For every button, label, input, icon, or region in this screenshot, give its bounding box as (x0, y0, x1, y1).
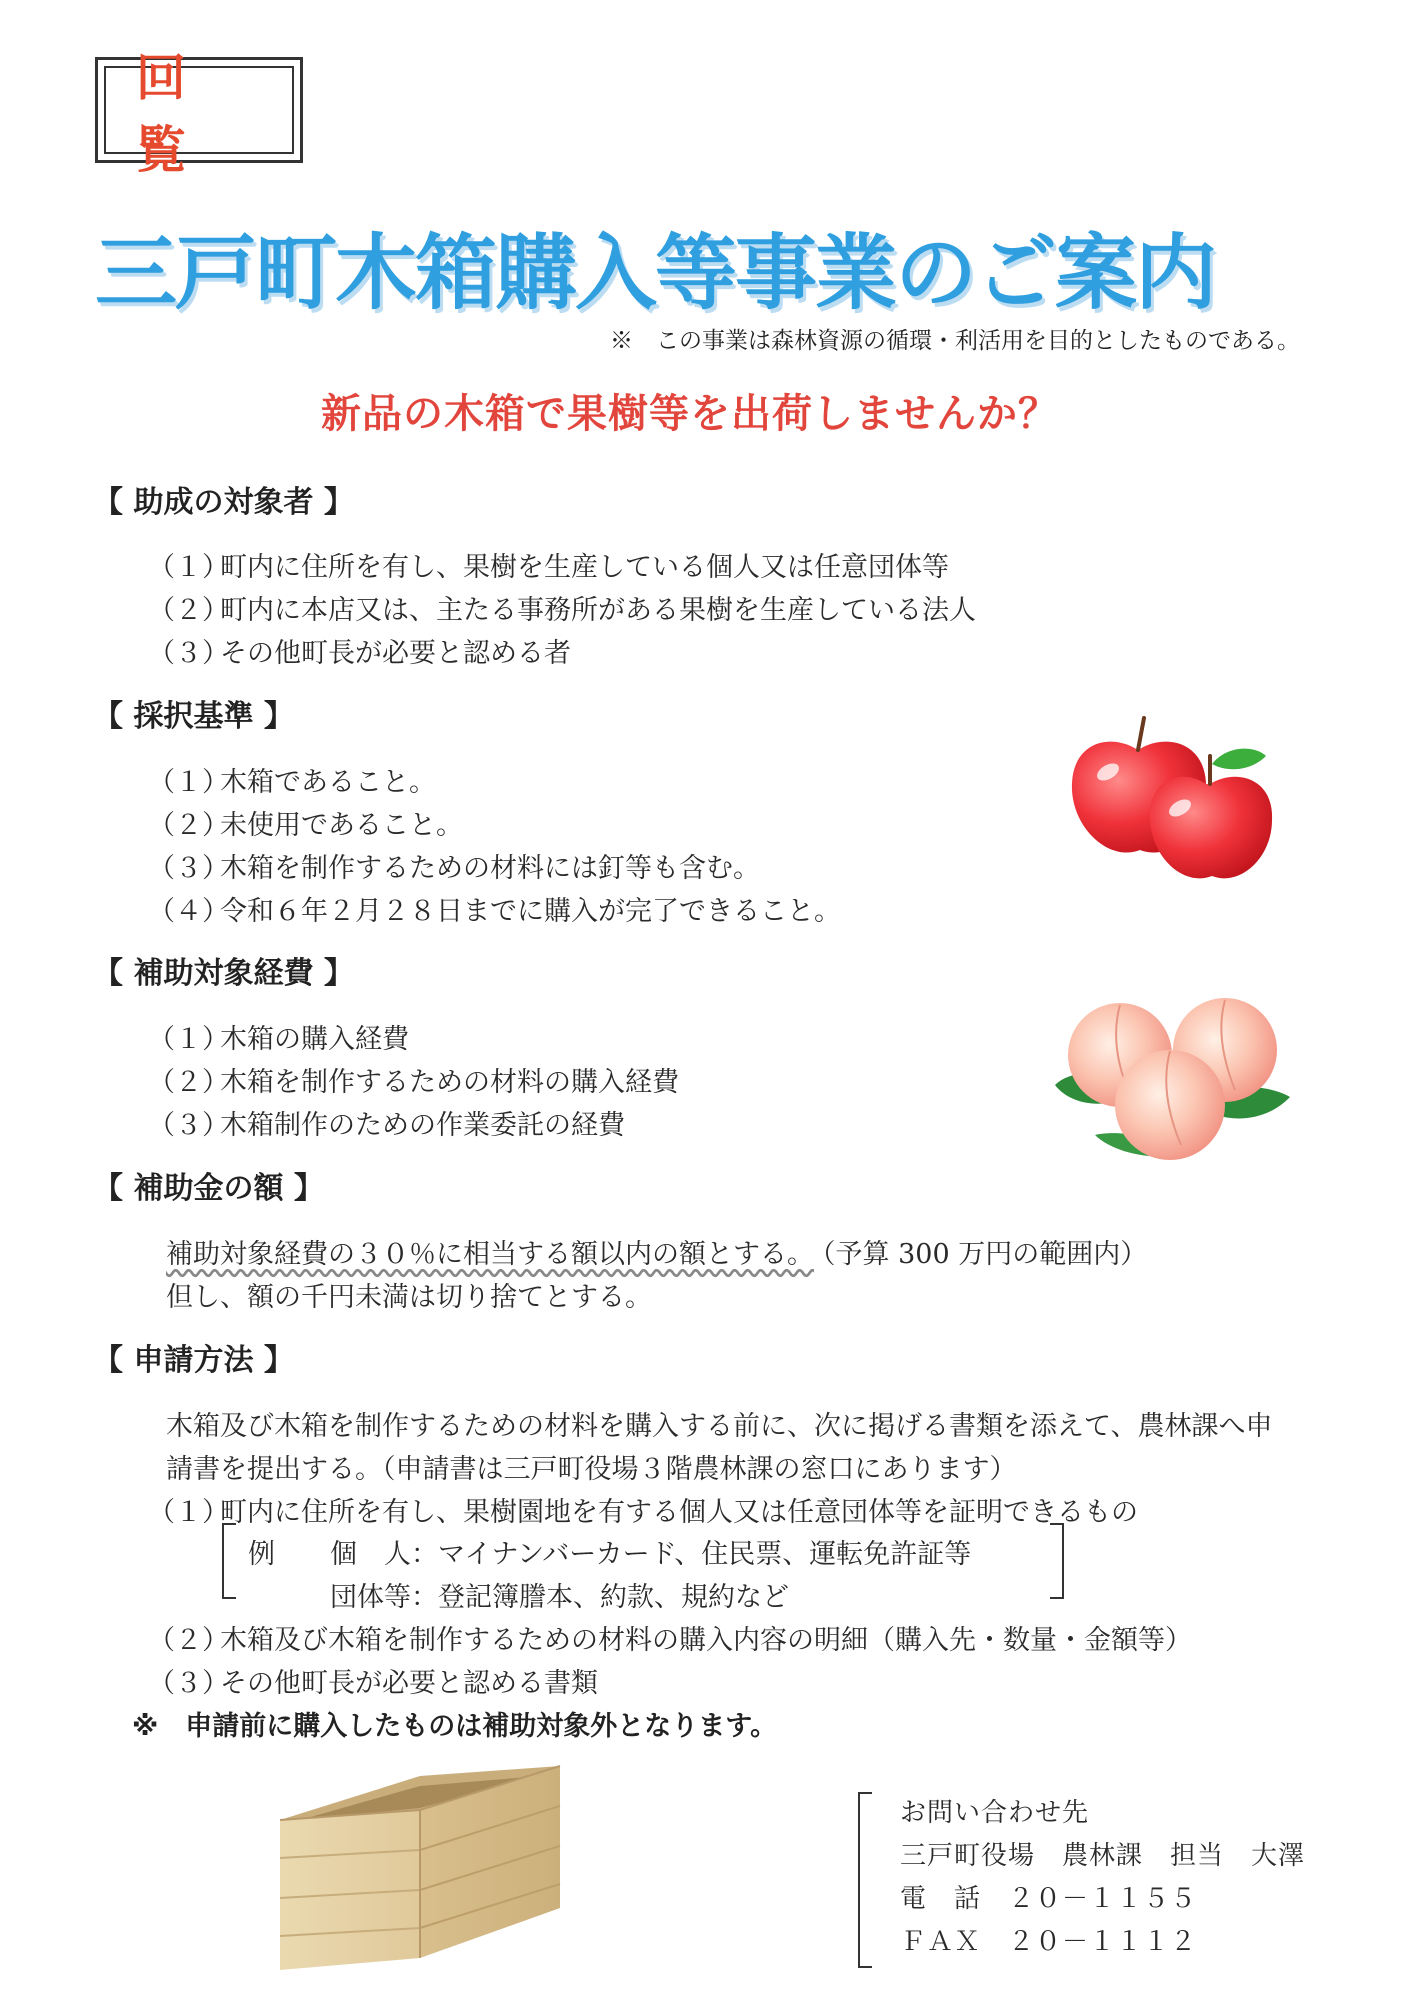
example-label: 例 (248, 1539, 275, 1570)
apple-illustration (1060, 712, 1280, 892)
amount-line-2: 但し、額の千円未満は切り捨てとする。 (166, 1282, 652, 1313)
example-individual: 個 人：マイナンバーカード、住民票、運転免許証等 (330, 1539, 972, 1570)
wooden-box-photo (270, 1758, 570, 1980)
peach-illustration (1035, 985, 1295, 1175)
apply-item-1: （１）町内に住所を有し、果樹園地を有する個人又は任意団体等を証明できるもの (148, 1497, 1138, 1528)
target-item-1: （１）町内に住所を有し、果樹を生産している個人又は任意団体等 (148, 552, 949, 583)
example-bracket-left (222, 1523, 236, 1599)
example-bracket-right (1050, 1523, 1064, 1599)
expenses-item-1: （１）木箱の購入経費 (148, 1024, 409, 1055)
heading-target: 【 助成の対象者 】 (93, 485, 354, 520)
apply-intro-1: 木箱及び木箱を制作するための材料を購入する前に、次に掲げる書類を添えて、農林課へ申 (166, 1411, 1273, 1442)
criteria-item-1: （１）木箱であること。 (148, 767, 436, 798)
heading-apply: 【 申請方法 】 (93, 1343, 294, 1378)
expenses-item-3: （３）木箱制作のための作業委託の経費 (148, 1110, 625, 1141)
criteria-item-2: （２）未使用であること。 (148, 810, 463, 841)
target-item-3: （３）その他町長が必要と認める者 (148, 638, 571, 669)
circulation-stamp-label: 回 覧 (136, 49, 216, 179)
contact-label: お問い合わせ先 (900, 1798, 1090, 1828)
page-title: 三戸町木箱購入等事業のご案内 (95, 226, 1216, 321)
apply-intro-2: 請書を提出する。（申請書は三戸町役場３階農林課の窓口にあります） (166, 1454, 1017, 1485)
apply-item-2: （２）木箱及び木箱を制作するための材料の購入内容の明細（購入先・数量・金額等） (148, 1625, 1192, 1656)
contact-phone: 電 話 ２０－１１５５ (900, 1884, 1198, 1914)
amount-line-1: 補助対象経費の３０％に相当する額以内の額とする。 （予算 300 万円の範囲内） (166, 1239, 1148, 1270)
heading-expenses: 【 補助対象経費 】 (93, 956, 354, 991)
heading-amount: 【 補助金の額 】 (93, 1171, 324, 1206)
expenses-item-2: （２）木箱を制作するための材料の購入経費 (148, 1067, 679, 1098)
heading-criteria: 【 採択基準 】 (93, 699, 294, 734)
criteria-item-3: （３）木箱を制作するための材料には釘等も含む。 (148, 853, 760, 884)
apply-item-3: （３）その他町長が必要と認める書類 (148, 1668, 598, 1699)
circulation-stamp (104, 49, 294, 179)
example-group: 団体等：登記簿謄本、約款、規約など (330, 1582, 789, 1613)
criteria-item-4: （４）令和６年２月２８日までに購入が完了できること。 (148, 896, 841, 927)
contact-office: 三戸町役場 農林課 担当 大澤 (900, 1841, 1306, 1871)
contact-bracket (858, 1792, 872, 1968)
purpose-note: ※ この事業は森林資源の循環・利活用を目的としたものである。 (610, 328, 1300, 354)
contact-fax: ＦＡＸ ２０－１１１２ (900, 1927, 1198, 1957)
subtitle: 新品の木箱で果樹等を出荷しませんか？ (321, 391, 1059, 437)
target-item-2: （２）町内に本店又は、主たる事務所がある果樹を生産している法人 (148, 595, 976, 626)
apply-warning: ※ 申請前に購入したものは補助対象外となります。 (132, 1711, 778, 1742)
